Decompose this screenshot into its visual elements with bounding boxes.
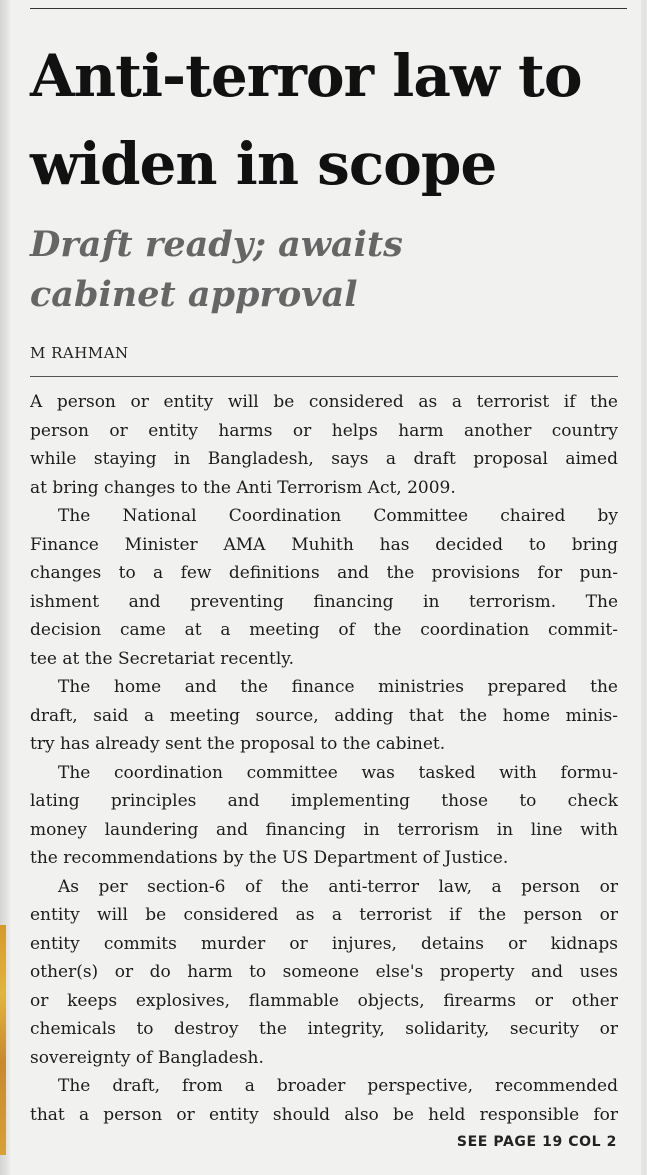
- body-line: ishment and preventing financing in terrorism. The: [30, 591, 618, 612]
- body-line: chemicals to destroy the integrity, solidarity, security or: [30, 1019, 618, 1039]
- body-line: or keeps explosives, flammable objects, firearms or other: [30, 990, 618, 1011]
- body-line: entity will be considered as a terrorist if the person or: [30, 905, 618, 925]
- headline: [30, 32, 630, 208]
- body-line: The draft, from a broader perspective, recommended: [58, 1076, 618, 1096]
- body-line: entity commits murder or injures, detains or kidnaps: [30, 933, 618, 954]
- body-line: decision came at a meeting of the coordination commit-: [30, 620, 618, 640]
- body-line: lating principles and implementing those to check: [30, 791, 618, 811]
- body-line: tee at the Secretariat recently.: [30, 648, 295, 669]
- body-line: the recommendations by the US Department of Justice.: [30, 848, 509, 868]
- subheadline-line-2: cabinet approval: [30, 274, 358, 315]
- body-line: The National Coordination Committee chaired by: [58, 506, 618, 526]
- body-line: Finance Minister AMA Muhith has decided to bring: [30, 534, 618, 555]
- body-line: person or entity harms or helps harm another country: [30, 420, 618, 441]
- body-line: try has already sent the proposal to the cabinet.: [30, 734, 446, 754]
- body-line: The coordination committee was tasked with formu-: [58, 762, 618, 783]
- body-line: while staying in Bangladesh, says a draft proposal aimed: [30, 449, 618, 469]
- body-line: draft, said a meeting source, adding that the home minis-: [30, 705, 618, 726]
- byline-rule: [30, 376, 618, 377]
- body-line: changes to a few definitions and the provisions for pun-: [30, 563, 618, 583]
- body-line: sovereignty of Bangladesh.: [30, 1047, 264, 1068]
- body-line: A person or entity will be considered as a terrorist if the: [30, 392, 618, 412]
- adjacent-page-color-strip: [0, 925, 6, 1155]
- subheadline-line-1: Draft ready; awaits: [30, 224, 403, 265]
- body-line: that a person or entity should also be held responsible for: [30, 1104, 618, 1125]
- byline: M RAHMAN: [30, 344, 129, 362]
- body-line: money laundering and financing in terrorism in line with: [30, 819, 618, 840]
- body-line: other(s) or do harm to someone else's property and uses: [30, 962, 618, 982]
- body-line: As per section-6 of the anti-terror law, a person or: [58, 876, 618, 897]
- page-right-edge: [641, 0, 647, 1175]
- subheadline: [30, 220, 630, 320]
- body-line: The home and the finance ministries prepared the: [58, 677, 618, 697]
- body-line: at bring changes to the Anti Terrorism Act, 2009.: [30, 477, 456, 498]
- headline-line-1: Anti-terror law to: [30, 42, 582, 110]
- top-rule: [30, 8, 627, 9]
- headline-line-2: widen in scope: [30, 130, 497, 198]
- continued-on-page-note: SEE PAGE 19 COL 2: [456, 1134, 617, 1150]
- article-body: [30, 388, 618, 1129]
